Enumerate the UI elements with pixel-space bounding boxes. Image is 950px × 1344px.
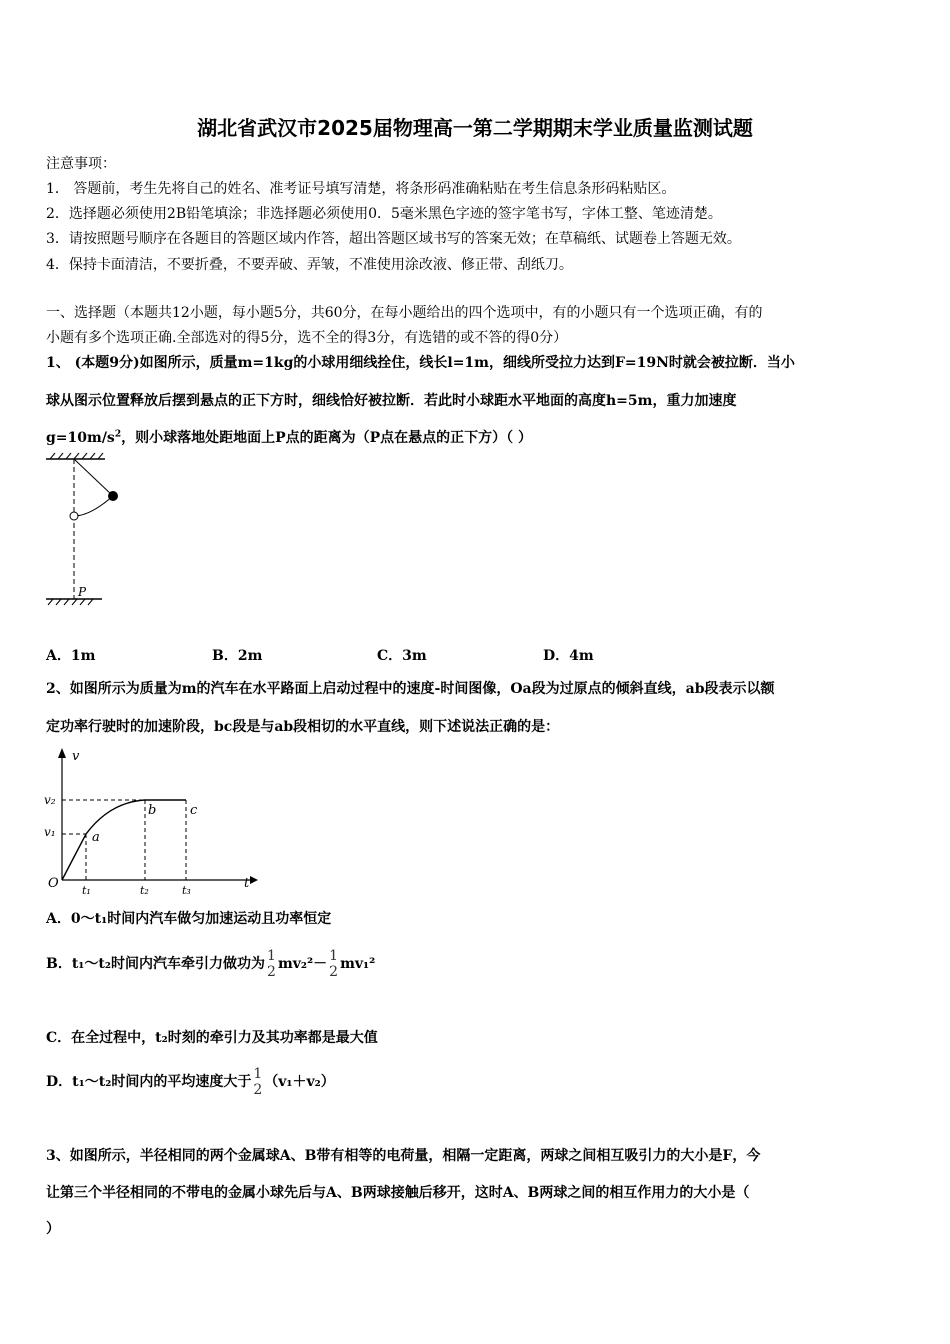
velocity-time-graph (40, 742, 270, 897)
ball-lowest-position (70, 512, 78, 520)
notice-heading: 注意事项： (46, 156, 116, 172)
fraction-numerator: 1 (329, 948, 339, 964)
page-title: 湖北省武汉市2025届物理高一第二学期期末学业质量监测试题 (197, 116, 753, 140)
q3-text: 3、如图所示，半径相同的两个金属球A、B带有相等的电荷量，相隔一定距离，两球之间相互吸引力的大小是F，今 (46, 1148, 761, 1164)
t1-label: t₁ (82, 884, 91, 897)
fraction-half (329, 948, 338, 980)
q2-text: 2、如图所示为质量为m的汽车在水平路面上启动过程中的速度-时间图像，Oa段为过原点的倾斜直线，ab段表示以额 (46, 681, 775, 697)
t-axis-label: t (244, 876, 250, 891)
v-axis-label: v (72, 749, 80, 764)
pendulum-figure (40, 452, 120, 612)
q2-option-d-term: （v₁＋v₂） (264, 1074, 335, 1090)
q2-option-d (46, 1066, 335, 1098)
fraction-denominator: 2 (267, 964, 276, 980)
q1-text: 1、 (本题9分)如图所示，质量m=1kg的小球用细线拴住，线长l=1m，细线所受拉力达到F=19N时就会被拉断．当小 (46, 355, 795, 371)
q3-text: ） (46, 1221, 60, 1237)
q2-option-b-term2: mv₁² (340, 956, 376, 972)
point-c-label: c (190, 803, 198, 818)
fraction-half (267, 948, 276, 980)
q2-option-b (46, 948, 375, 980)
point-a-label: a (92, 830, 100, 845)
notice-item: 3．请按照题号顺序在各题目的答题区域内作答，超出答题区域书写的答案无效；在草稿纸、试题卷上答题无效。 (46, 231, 741, 247)
velocity-curve (62, 800, 186, 880)
q1-accel-exp: 2 (114, 429, 122, 440)
fraction-numerator: 1 (253, 1066, 263, 1082)
v1-label: v₁ (44, 825, 56, 839)
q2-option-b-text: B．t₁～t₂时间内汽车牵引力做功为 (46, 956, 266, 972)
point-p-label: P (78, 585, 87, 599)
fraction-denominator: 2 (329, 964, 339, 980)
ball (108, 491, 118, 501)
fraction-half (253, 1066, 262, 1098)
fraction-numerator: 1 (267, 948, 276, 964)
q1-text: 球从图示位置释放后摆到悬点的正下方时，细线恰好被拉断．若此时小球距水平地面的高度h=5m，重力加速度 (46, 393, 737, 409)
section-heading-cont: 小题有多个选项正确.全部选对的得5分，选不全的得3分，有选错的或不答的得0分） (46, 330, 568, 346)
q1-option-b: B．2m (212, 648, 263, 664)
q1-text (46, 427, 532, 447)
q2-text: 定功率行驶时的加速阶段，bc段是与ab段相切的水平直线，则下述说法正确的是： (46, 719, 560, 735)
q1-question: ，则小球落地处距地面上P点的距离为（P点在悬点的正下方）（ ） (121, 430, 533, 446)
fraction-denominator: 2 (253, 1082, 263, 1098)
q3-text: 让第三个半径相同的不带电的金属小球先后与A、B两球接触后移开，这时A、B两球之间的相互作用力的大小是（ (46, 1185, 750, 1201)
q2-option-a: A．0～t₁时间内汽车做匀加速运动且功率恒定 (46, 911, 332, 927)
point-b-label: b (148, 803, 157, 818)
t2-label: t₂ (140, 884, 149, 897)
q2-option-d-text: D．t₁～t₂时间内的平均速度大于 (46, 1074, 252, 1090)
notice-item: 2．选择题必须使用2B铅笔填涂；非选择题必须使用0．5毫米黑色字迹的签字笔书写，字体工整、笔迹清楚。 (46, 206, 722, 222)
notice-item: 4．保持卡面清洁，不要折叠，不要弄破、弄皱，不准使用涂改液、修正带、刮纸刀。 (46, 257, 573, 273)
section-heading: 一、选择题（本题共12小题，每小题5分，共60分，在每小题给出的四个选项中，有的小题只有一个选项正确，有的 (46, 305, 763, 321)
q1-accel: g=10m/s (46, 430, 115, 446)
q2-option-b-term1: mv₂²－ (277, 956, 328, 972)
t3-label: t₃ (182, 884, 191, 897)
notice-item: 1． 答题前，考生先将自己的姓名、准考证号填写清楚，将条形码准确粘贴在考生信息条形码粘贴区。 (46, 181, 676, 197)
origin-label: O (48, 876, 59, 891)
q1-option-a: A．1m (46, 648, 96, 664)
q2-option-c: C．在全过程中，t₂时刻的牵引力及其功率都是最大值 (46, 1030, 378, 1046)
q1-option-d: D．4m (543, 648, 594, 664)
q1-option-c: C．3m (377, 648, 427, 664)
v2-label: v₂ (44, 793, 56, 807)
